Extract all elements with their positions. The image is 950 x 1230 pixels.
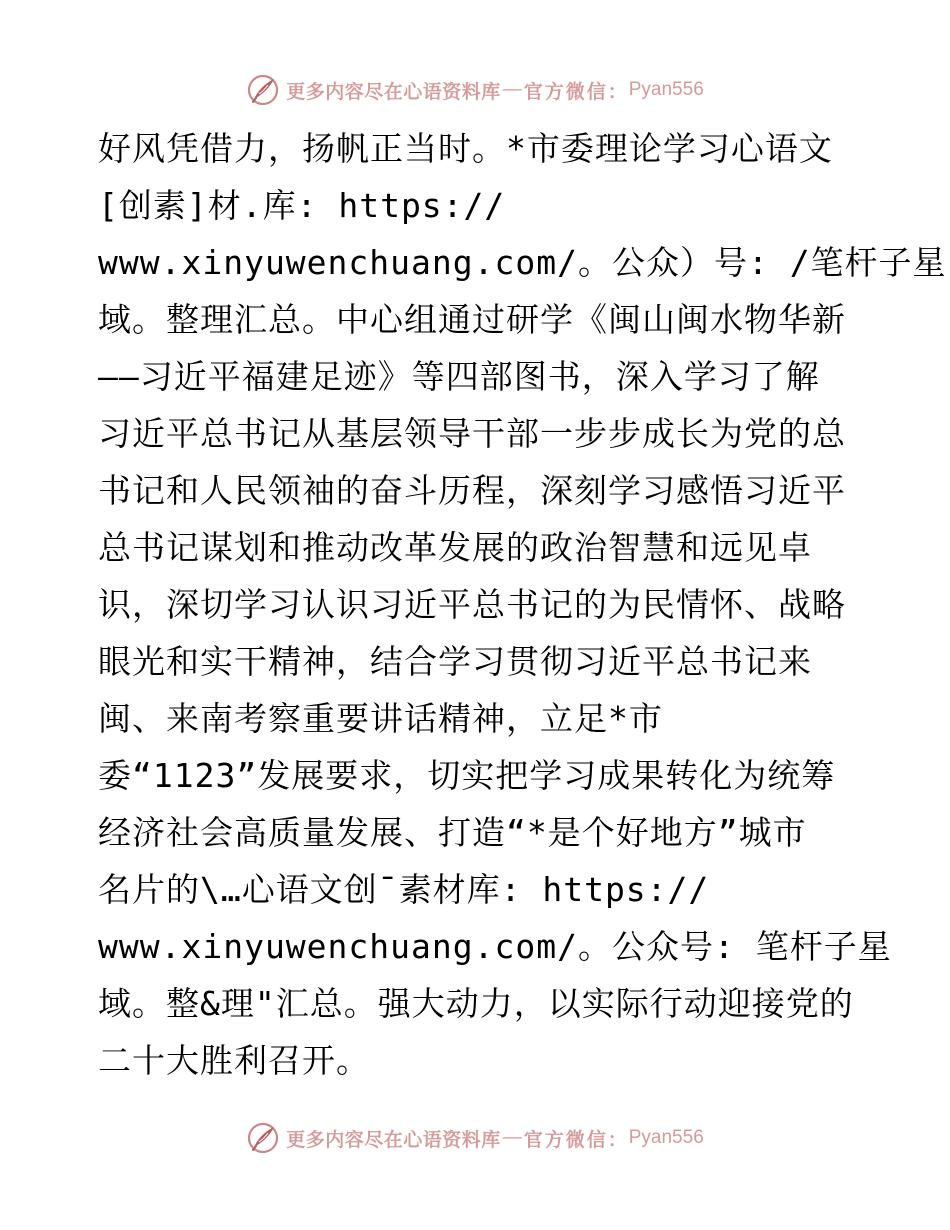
banner-slogan: 更多内容尽在心语资料库: [286, 80, 501, 103]
text-line: 名片的\…心语文创¯素材库: https://: [98, 870, 710, 909]
header-banner: [0, 68, 950, 112]
banner-slogan: 更多内容尽在心语资料库: [286, 1128, 501, 1151]
footer-banner: [0, 1116, 950, 1160]
body-paragraph: [98, 120, 947, 1089]
banner-wechat-id: Pyan556: [628, 79, 704, 100]
text-line: 书记和人民领袖的奋斗历程，深刻学习感悟习近平: [98, 471, 846, 510]
text-line: 识，深切学习认识习近平总书记的为民情怀、战略: [98, 585, 846, 624]
quill-pen-logo-icon: [246, 73, 280, 107]
text-line: ——习近平福建足迹》等四部图书，深入学习了解: [98, 357, 820, 396]
banner-separator: —: [502, 1127, 522, 1148]
text-line: 域。整理汇总。中心组通过研学《闽山闽水物华新: [98, 300, 846, 339]
text-line: www.xinyuwenchuang.com/。公众）号: /笔杆子星: [98, 243, 947, 282]
text-line: 域。整&理"汇总。强大动力，以实际行动迎接党的: [98, 984, 854, 1023]
banner-separator: —: [502, 79, 522, 100]
text-line: 闽、来南考察重要讲话精神，立足*市: [98, 699, 663, 738]
quill-pen-logo-icon: [246, 1121, 280, 1155]
text-line: [创素]材.库: https://: [98, 186, 506, 225]
text-line: 眼光和实干精神，结合学习贯彻习近平总书记来: [98, 642, 812, 681]
text-line: www.xinyuwenchuang.com/。公众号: 笔杆子星: [98, 927, 892, 966]
text-line: 委“1123”发展要求，切实把学习成果转化为统筹: [98, 756, 836, 795]
text-line: 二十大胜利召开。: [98, 1041, 370, 1080]
text-line: 好风凭借力，扬帆正当时。*市委理论学习心语文: [98, 129, 833, 168]
banner-wechat-label: 官方微信：: [523, 1128, 629, 1151]
banner-wechat-id: Pyan556: [628, 1127, 704, 1148]
text-line: 总书记谋划和推动改革发展的政治智慧和远见卓: [98, 528, 812, 567]
text-line: 习近平总书记从基层领导干部一步步成长为党的总: [98, 414, 846, 453]
banner-wechat-label: 官方微信：: [523, 80, 629, 103]
text-line: 经济社会高质量发展、打造“*是个好地方”城市: [98, 813, 807, 852]
